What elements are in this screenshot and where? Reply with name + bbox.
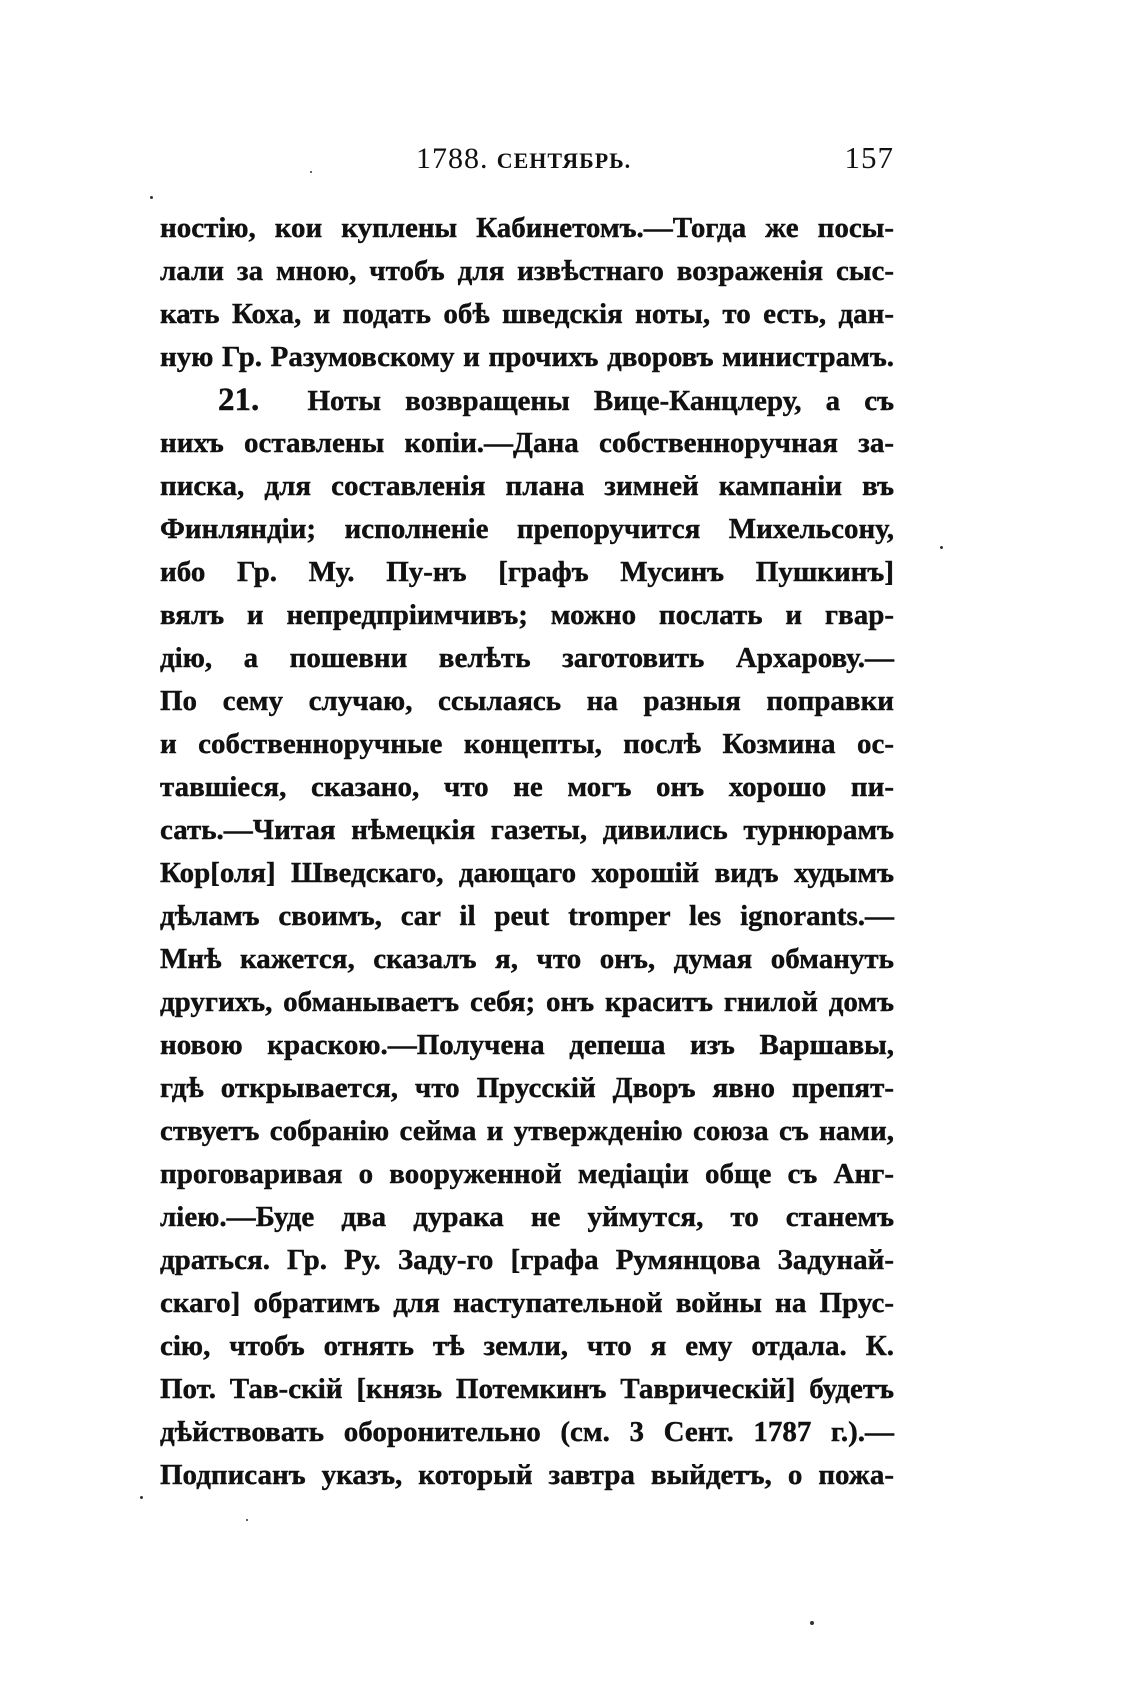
text-line: Мнѣ кажется, сказалъ я, что онъ, думая обмануть [160, 943, 894, 975]
text-line: проговаривая о вооруженной медіаціи обще съ Анг- [160, 1158, 894, 1190]
text-line: сію, чтобъ отнять тѣ земли, что я ему отдала. К. [160, 1330, 894, 1362]
text-line: кать Коха, и подать обѣ шведскія ноты, то есть, дан- [160, 298, 894, 330]
text-line: Финляндіи; исполненіе препоручится Михельсону, [160, 513, 894, 545]
text-line: Кор[оля] Шведскаго, дающаго хорошій видъ худымъ [160, 857, 894, 889]
page-header [160, 134, 894, 182]
text-line: ліею.—Буде два дурака не уймутся, то станемъ [160, 1201, 894, 1233]
running-head-year: 1788. [416, 142, 489, 175]
scan-speck [810, 1621, 814, 1625]
scan-speck [140, 1496, 143, 1499]
text-line: писка, для составленія плана зимней кампаніи въ [160, 470, 894, 502]
scan-speck [310, 171, 312, 173]
text-line: ную Гр. Разумовскому и прочихъ дворовъ министрамъ. [160, 341, 894, 373]
scan-speck [150, 196, 153, 199]
text-line: вялъ и непредпріимчивъ; можно послать и гвар- [160, 599, 894, 631]
scan-speck [246, 1519, 248, 1521]
text-line: дѣламъ своимъ, car il peut tromper les ignorants.— [160, 900, 894, 932]
text-line: дію, а пошевни велѣть заготовить Архарову.— [160, 642, 894, 674]
text-line: ибо Гр. Му. Пу-нъ [графъ Мусинъ Пушкинъ] [160, 556, 894, 588]
text-line: дѣйствовать оборонительно (см. 3 Сент. 1787 г.).— [160, 1416, 894, 1448]
running-head-month: СЕНТЯБРЬ. [496, 148, 632, 173]
date-marker: 21. [218, 382, 260, 418]
text-line: нихъ оставлены копіи.—Дана собственноручная за- [160, 427, 894, 459]
text-line: другихъ, обманываетъ себя; онъ краситъ гнилой домъ [160, 986, 894, 1018]
text-line: новою краскою.—Получена депеша изъ Варшавы, [160, 1029, 894, 1061]
text-line: По сему случаю, ссылаясь на разныя поправки [160, 685, 894, 717]
text-line: лали за мною, чтобъ для извѣстнаго возраженія сыс- [160, 255, 894, 287]
text-line: тавшіеся, сказано, что не могъ онъ хорошо пи- [160, 771, 894, 803]
text-line: драться. Гр. Ру. Заду-го [графа Румянцова Задунай- [160, 1244, 894, 1276]
entry-first-line [160, 379, 894, 422]
entry-first-line-text: Ноты возвращены Вице-Канцлеру, а съ [307, 385, 894, 417]
text-line: сать.—Читая нѣмецкія газеты, дивились турнюрамъ [160, 814, 894, 846]
scan-speck [940, 546, 943, 549]
page-number: 157 [844, 140, 894, 175]
text-line: ствуетъ собранію сейма и утвержденію союза съ нами, [160, 1115, 894, 1147]
text-line: и собственноручные концепты, послѣ Козмина ос- [160, 728, 894, 760]
text-line: Подписанъ указъ, который завтра выйдетъ, о пожа- [160, 1459, 894, 1491]
text-line: скаго] обратимъ для наступательной войны на Прус- [160, 1287, 894, 1319]
running-head [416, 142, 631, 176]
body-text [160, 207, 894, 1497]
text-line: гдѣ открывается, что Прусскій Дворъ явно препят- [160, 1072, 894, 1104]
text-line: Пот. Тав-скій [князь Потемкинъ Таврическій] будетъ [160, 1373, 894, 1405]
text-line: ностію, кои куплены Кабинетомъ.—Тогда же посы- [160, 212, 894, 244]
